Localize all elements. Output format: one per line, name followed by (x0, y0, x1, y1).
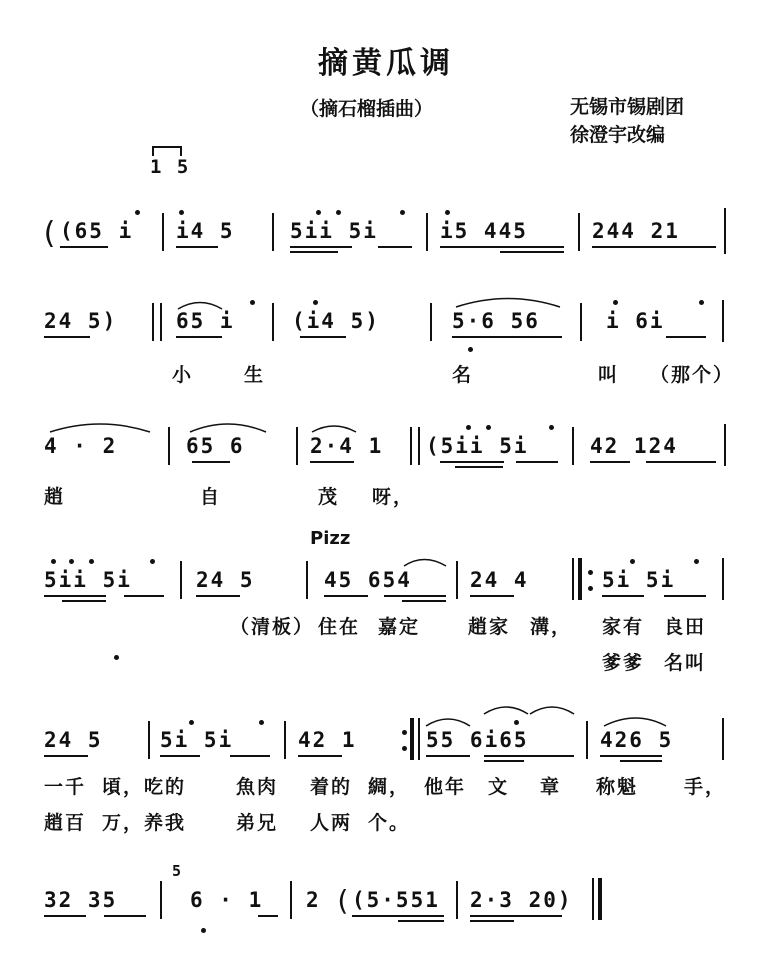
measure-5-2: 5i 5i (160, 728, 234, 752)
lyric: 茂 (318, 486, 340, 508)
measure-3-1: 4 · 2 (44, 434, 118, 458)
meter-bracket-right (180, 146, 182, 156)
open-paren: ( (334, 884, 353, 917)
measure-4-5: 5i 5i (602, 568, 676, 592)
measure-5-1: 24 5 (44, 728, 103, 752)
measure-4-1: 5ii 5i (44, 568, 132, 592)
lyric: 魚肉 (236, 776, 279, 798)
measure-2-4: 5·6 56 (452, 309, 540, 333)
lyric: 手， (684, 776, 727, 798)
credit-arranger: 徐澄宇改编 (570, 124, 666, 146)
lyric: 他年 (424, 776, 467, 798)
lyric: 叫 (598, 364, 620, 386)
lyric: 小 (172, 364, 194, 386)
lyric: 溝， (530, 616, 573, 638)
measure-6-5: 2·3 20) (470, 888, 573, 912)
open-paren: ( (40, 216, 61, 251)
measure-6-2: 6 · 1 (190, 888, 264, 912)
measure-1-1: (65 i (60, 219, 134, 243)
measure-1-3: 5ii 5i (290, 219, 378, 243)
lyric: 頃，吃的 (102, 776, 187, 798)
meter-bracket (152, 146, 180, 148)
meter-bracket-left (152, 146, 154, 156)
lyric: 文 (488, 776, 510, 798)
song-subtitle: （摘石榴插曲） (300, 98, 434, 120)
lyric: 万，养我 (102, 812, 187, 834)
barline (426, 213, 428, 251)
lyric: 爹爹 (602, 652, 645, 674)
barline (272, 213, 274, 251)
lyric: 綢， (368, 776, 411, 798)
lyric: 章 (540, 776, 562, 798)
measure-5-4: 55 6i65 (426, 728, 529, 752)
measure-3-3: 2·4 1 (310, 434, 384, 458)
lyric: 趙家 (468, 616, 511, 638)
barline (724, 208, 726, 254)
song-title: 摘黄瓜调 (318, 46, 454, 81)
lyric: 住在 (318, 616, 361, 638)
lyric: 嘉定 (378, 616, 421, 638)
lyric: （那个） (650, 364, 735, 386)
time-signature: 1 5 (150, 156, 191, 178)
lyric: 自 (200, 486, 222, 508)
measure-2-5: i 6i (606, 309, 665, 333)
measure-2-2: 65 i (176, 309, 235, 333)
lyric: 着的 (310, 776, 353, 798)
lyric: 生 (244, 364, 266, 386)
measure-3-4: (5ii 5i (426, 434, 529, 458)
measure-4-3: 45 654 (324, 568, 412, 592)
lyric: （清板） (230, 616, 315, 638)
measure-5-5: 426 5 (600, 728, 674, 752)
lyric: 趙百 (44, 812, 87, 834)
grace-note: 5 (172, 862, 184, 880)
lyric: 人两 (310, 812, 353, 834)
lyric: 名叫 (664, 652, 707, 674)
lyric: 弟兄 (236, 812, 279, 834)
pizz-marking: Pizz (310, 528, 351, 549)
measure-4-4: 24 4 (470, 568, 529, 592)
measure-3-5: 42 124 (590, 434, 678, 458)
measure-2-1: 24 5) (44, 309, 118, 333)
barline (578, 213, 580, 251)
measure-6-3: 2 (306, 888, 321, 912)
measure-6-4: (5·551 (352, 888, 440, 912)
lyric: 良田 (664, 616, 707, 638)
lyric: 称魁 (596, 776, 639, 798)
lyric: 趙 (44, 486, 66, 508)
measure-4-2: 24 5 (196, 568, 255, 592)
credit-troupe: 无锡市锡剧团 (570, 96, 685, 118)
measure-2-3: (i4 5) (292, 309, 380, 333)
lyric: 一千 (44, 776, 87, 798)
measure-5-3: 42 1 (298, 728, 357, 752)
measure-6-1: 32 35 (44, 888, 118, 912)
measure-3-2: 65 6 (186, 434, 245, 458)
barline (162, 213, 164, 251)
lyric: 个。 (368, 812, 411, 834)
lyric: 名 (452, 364, 474, 386)
measure-1-4: i5 445 (440, 219, 528, 243)
measure-1-5: 244 21 (592, 219, 680, 243)
measure-1-2: i4 5 (176, 219, 235, 243)
lyric: 呀， (372, 486, 415, 508)
lyric: 家有 (602, 616, 645, 638)
